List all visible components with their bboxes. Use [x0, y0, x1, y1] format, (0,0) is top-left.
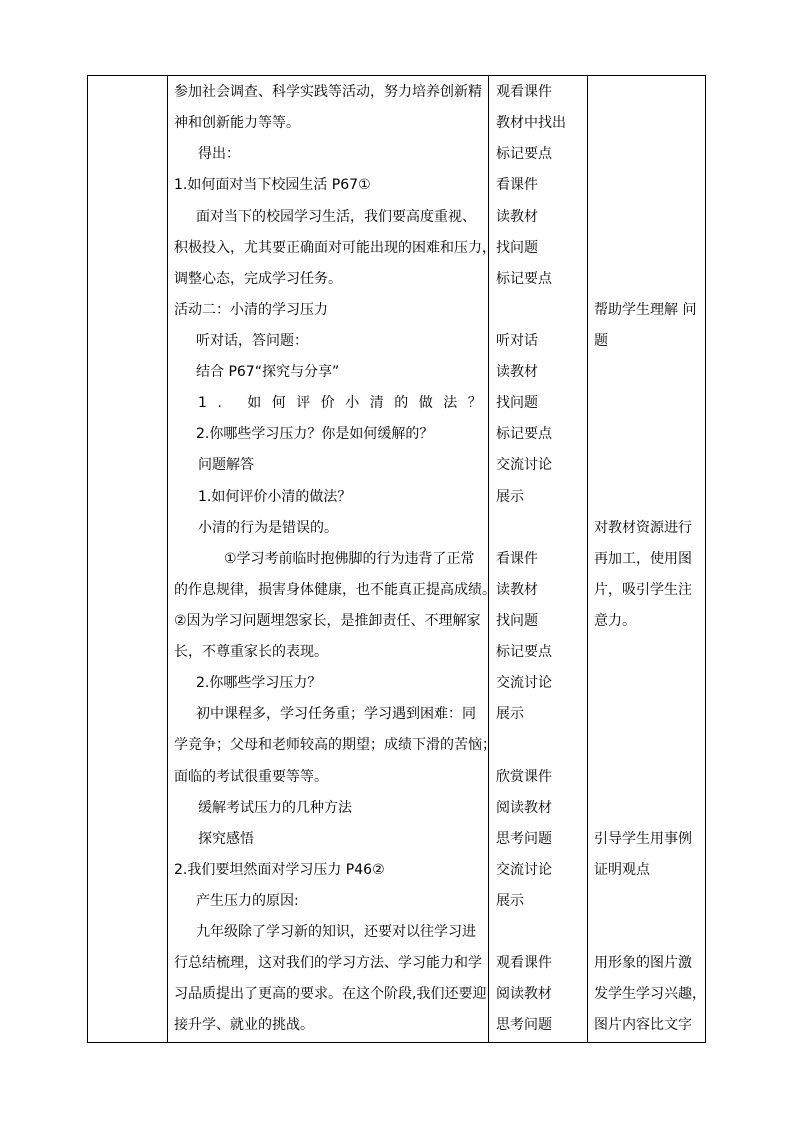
content-line: 调整心态，完成学习任务。: [174, 271, 342, 287]
activity-line: 找问题: [496, 395, 538, 411]
content-line: 小清的行为是错误的。: [198, 520, 338, 536]
content-line: 听对话，答问题：: [196, 333, 308, 349]
intent-line: 对教材资源进行: [594, 520, 692, 536]
intent-line: 图片内容比文字: [594, 1017, 692, 1033]
intent-line: 证明观点: [594, 862, 650, 878]
content-line: 参加社会调查、科学实践等活动，努力培养创新精: [174, 84, 482, 100]
lesson-plan-table: [87, 75, 706, 1043]
activity-line: 读教材: [496, 582, 538, 598]
content-line: 2.你哪些学习压力？: [196, 675, 322, 691]
content-line: 积极投入，尤其要正确面对可能出现的困难和压力，: [174, 240, 496, 256]
intent-line: 引导学生用事例: [594, 831, 692, 847]
activity-line: 看课件: [496, 551, 538, 567]
activity-line: 看课件: [496, 177, 538, 193]
activity-line: 交流讨论: [496, 862, 552, 878]
content-line: 产生压力的原因:: [196, 893, 299, 909]
empty-left-column: [88, 76, 168, 1042]
activity-line: 阅读教材: [496, 986, 552, 1002]
content-line: 问题解答: [198, 457, 254, 473]
activity-line: 教材中找出: [496, 115, 566, 131]
content-line: 1.如何评价小清的做法？: [198, 489, 352, 505]
intent-line: 帮助学生理解 问: [594, 302, 697, 318]
activity-line: 标记要点: [496, 426, 552, 442]
content-line: 的作息规律，损害身体健康，也不能真正提高成绩。: [174, 582, 496, 598]
content-line: 结合 P67“探究与分享”: [196, 364, 340, 380]
activity-line: 标记要点: [496, 271, 552, 287]
activity-line: 读教材: [496, 364, 538, 380]
student-activity-column: [489, 76, 588, 1042]
activity-line: 观看课件: [496, 955, 552, 971]
content-line: 得出：: [198, 146, 240, 162]
activity-line: 思考问题: [496, 1017, 552, 1033]
content-line: ②因为学习问题埋怨家长，是推卸责任、不理解家: [174, 613, 481, 629]
activity-line: 展示: [496, 489, 524, 505]
intent-line: 用形象的图片激: [594, 955, 692, 971]
content-line: 1. 如何评价小清的做法？: [198, 395, 493, 411]
content-line: 九年级除了学习新的知识，还要对以往学习进: [196, 924, 476, 940]
activity-line: 观看课件: [496, 84, 552, 100]
content-line: 行总结梳理，这对我们的学习方法、学习能力和学: [174, 955, 482, 971]
activity-line: 阅读教材: [496, 800, 552, 816]
intent-line: 片，吸引学生注: [594, 582, 692, 598]
activity-line: 展示: [496, 893, 524, 909]
activity-line: 交流讨论: [496, 457, 552, 473]
activity-line: 标记要点: [496, 146, 552, 162]
content-line: ①学习考前临时抱佛脚的行为违背了正常: [224, 551, 475, 567]
intent-line: 再加工，使用图: [594, 551, 692, 567]
intent-line: 意力。: [594, 613, 636, 629]
activity-line: 找问题: [496, 240, 538, 256]
content-line: 习品质提出了更高的要求。在这个阶段,我们还要迎: [174, 986, 487, 1002]
content-line: 面临的考试很重要等等。: [174, 769, 328, 785]
content-line: 2.我们要坦然面对学习压力 P46②: [174, 862, 385, 878]
content-line: 接升学、就业的挑战。: [174, 1017, 314, 1033]
activity-line: 标记要点: [496, 644, 552, 660]
content-line: 神和创新能力等等。: [174, 115, 300, 131]
intent-line: 题: [594, 333, 608, 349]
activity-line: 思考问题: [496, 831, 552, 847]
design-intent-column: [588, 76, 705, 1042]
activity-line: 展示: [496, 706, 524, 722]
content-line: 活动二：小清的学习压力: [174, 302, 328, 318]
content-line: 缓解考试压力的几种方法: [198, 800, 352, 816]
intent-line: 发学生学习兴趣，: [594, 986, 706, 1002]
content-line: 2.你哪些学习压力？你是如何缓解的？: [196, 426, 434, 442]
activity-line: 读教材: [496, 209, 538, 225]
content-line: 学竞争；父母和老师较高的期望；成绩下滑的苦恼；: [174, 737, 496, 753]
content-line: 初中课程多，学习任务重；学习遇到困难：同: [196, 706, 476, 722]
teaching-content-column: [168, 76, 496, 1042]
activity-line: 欣赏课件: [496, 769, 552, 785]
content-line: 探究感悟: [198, 831, 254, 847]
activity-line: 交流讨论: [496, 675, 552, 691]
activity-line: 找问题: [496, 613, 538, 629]
content-line: 面对当下的校园学习生活，我们要高度重视、: [196, 209, 476, 225]
content-line: 1.如何面对当下校园生活 P67①: [174, 177, 371, 193]
content-line: 长，不尊重家长的表现。: [174, 644, 328, 660]
activity-line: 听对话: [496, 333, 538, 349]
